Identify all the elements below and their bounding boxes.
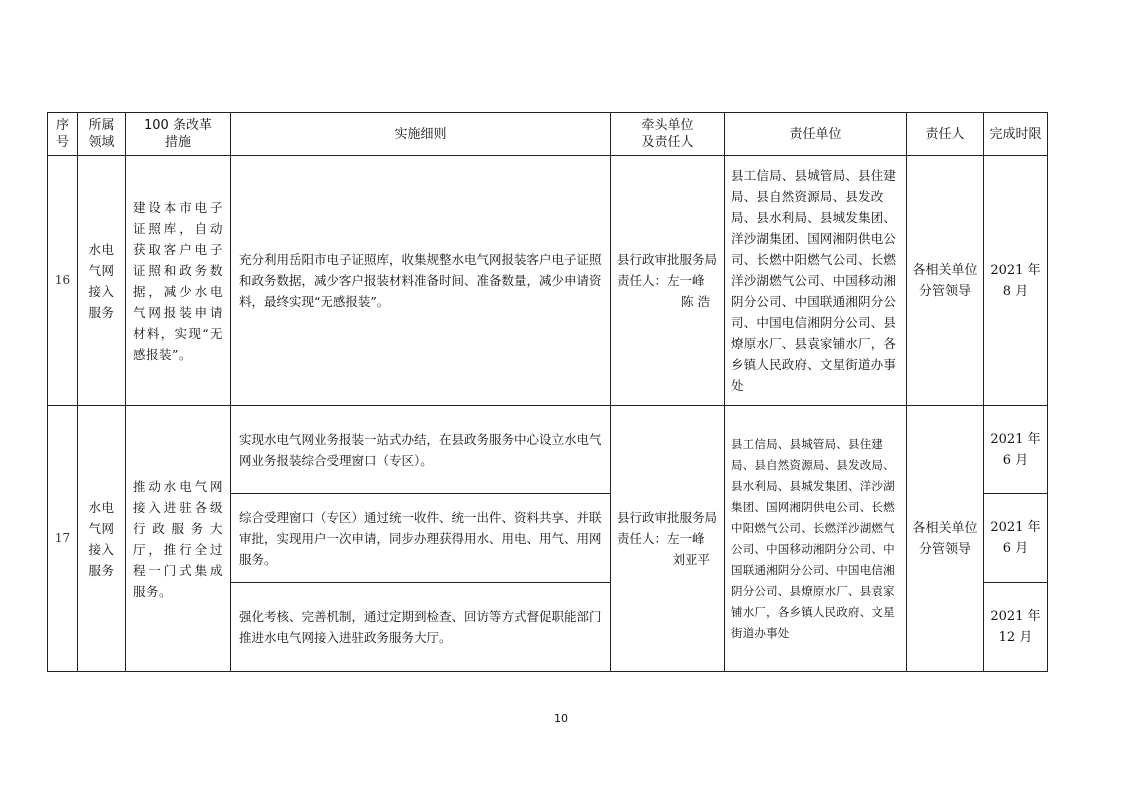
table-row bbox=[48, 156, 1048, 406]
reform-measures-table bbox=[47, 112, 1048, 672]
row-deadline: 2021 年 6 月 bbox=[984, 406, 1048, 494]
row-deadline: 2021 年12 月 bbox=[984, 583, 1048, 672]
row-field: 水电气网接入服务 bbox=[78, 156, 126, 406]
row-field: 水电气网接入服务 bbox=[78, 406, 126, 672]
page-number: 10 bbox=[554, 712, 568, 725]
row-resp-units: 县工信局、县城管局、县住建局、县自然资源局、县发改局、县水利局、县城发集团、洋沙湖集团、国网湘阴供电公司、长燃中阳燃气公司、长燃洋沙湖燃气公司、中国移动湘阴分公司、中国联通湘阴分公司、中国电信湘阴分公司、县燎原水厂、县袁家铺水厂，各乡镇人民政府、文星街道办事处 bbox=[725, 156, 907, 406]
header-seq: 序 号 bbox=[48, 113, 78, 156]
row-measure: 推动水电气网接入进驻各级行政服务大厅，推行全过程一门式集成服务。 bbox=[126, 406, 231, 672]
row-deadline: 2021 年 6 月 bbox=[984, 494, 1048, 583]
header-measure: 100 条改革 措施 bbox=[126, 113, 231, 156]
row-detail: 强化考核、完善机制，通过定期到检查、回访等方式督促职能部门推进水电气网接入进驻政务服务大厅。 bbox=[231, 583, 611, 672]
row-seq: 17 bbox=[48, 406, 78, 672]
lead-person: 责任人：左一峰 bbox=[617, 273, 705, 288]
header-deadline: 完成时限 bbox=[984, 113, 1048, 156]
row-lead bbox=[611, 156, 725, 406]
header-detail: 实施细则 bbox=[231, 113, 611, 156]
row-person: 各相关单位分管领导 bbox=[907, 156, 984, 406]
row-deadline: 2021 年 8 月 bbox=[984, 156, 1048, 406]
row-seq: 16 bbox=[48, 156, 78, 406]
header-resp: 责任单位 bbox=[725, 113, 907, 156]
row-resp-units: 县工信局、县城管局、县住建局、县自然资源局、县发改局、县水利局、县城发集团、洋沙湖集团、国网湘阴供电公司、长燃中阳燃气公司、长燃洋沙湖燃气公司、中国移动湘阴分公司、中国联通湘阴分公司、中国电信湘阴分公司、县燎原水厂、县袁家铺水厂，各乡镇人民政府、文星街道办事处 bbox=[725, 406, 907, 672]
table-row bbox=[48, 406, 1048, 494]
lead-person-2: 陈 浩 bbox=[681, 294, 710, 309]
header-row bbox=[48, 113, 1048, 156]
row-lead bbox=[611, 406, 725, 672]
lead-person-2: 刘亚平 bbox=[672, 552, 710, 567]
header-field: 所属 领域 bbox=[78, 113, 126, 156]
lead-unit: 县行政审批服务局 bbox=[617, 252, 718, 267]
header-person: 责任人 bbox=[907, 113, 984, 156]
row-detail: 充分利用岳阳市电子证照库，收集规整水电气网报装客户电子证照和政务数据，减少客户报装材料准备时间、准备数量，减少申请资料，最终实现“无感报装”。 bbox=[231, 156, 611, 406]
row-measure: 建设本市电子证照库，自动获取客户电子证照和政务数据，减少水电气网报装申请材料，实现“无感报装”。 bbox=[126, 156, 231, 406]
header-lead: 牵头单位 及责任人 bbox=[611, 113, 725, 156]
row-detail: 综合受理窗口（专区）通过统一收件、统一出件、资料共享、并联审批，实现用户一次申请，同步办理获得用水、用电、用气、用网服务。 bbox=[231, 494, 611, 583]
row-person: 各相关单位分管领导 bbox=[907, 406, 984, 672]
row-detail: 实现水电气网业务报装一站式办结，在县政务服务中心设立水电气网业务报装综合受理窗口（专区）。 bbox=[231, 406, 611, 494]
lead-person: 责任人：左一峰 bbox=[617, 531, 705, 546]
lead-unit: 县行政审批服务局 bbox=[617, 510, 718, 525]
